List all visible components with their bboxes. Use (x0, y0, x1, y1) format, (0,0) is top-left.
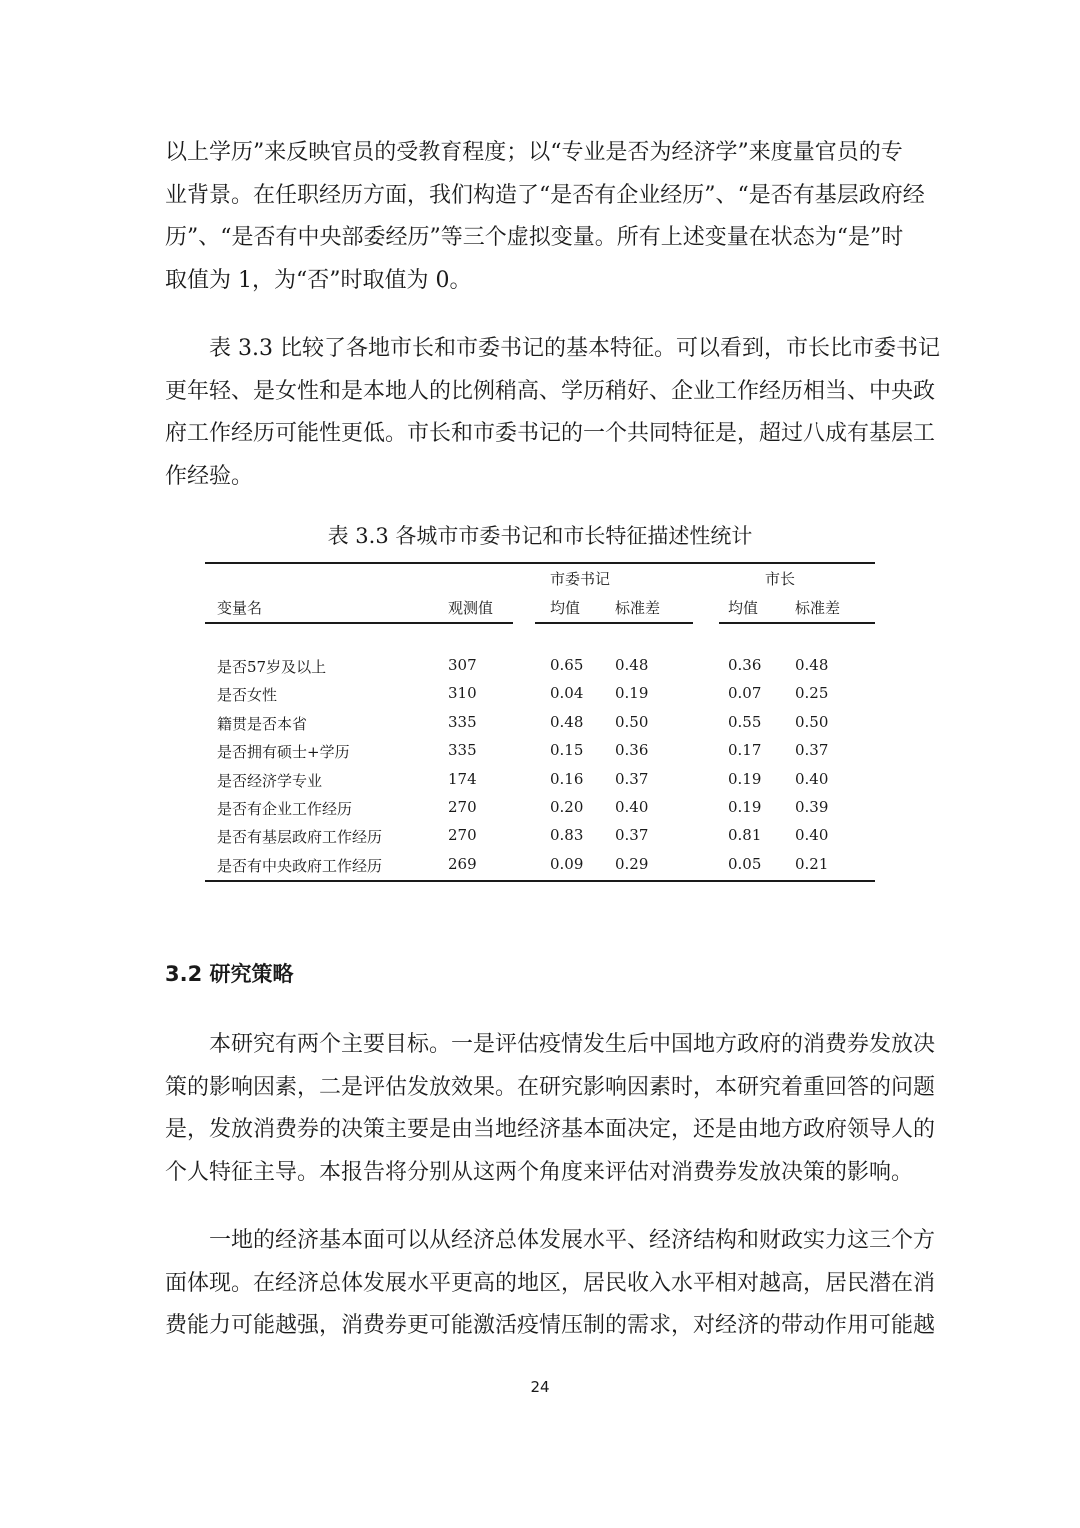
cell-mean-secretary: 0.83 (550, 826, 584, 845)
cell-mean-mayor: 0.81 (728, 826, 762, 845)
cell-mean-secretary: 0.48 (550, 712, 584, 731)
text-line: 作经验。 (165, 463, 254, 489)
paragraph-3 (165, 1024, 936, 1194)
text-line: 历”、“是否有中央部委经历”等三个虚拟变量。所有上述变量在状态为“是”时 (165, 225, 904, 250)
header-rule-left (205, 622, 513, 624)
header-rule-mayor (719, 622, 875, 624)
cell-obs: 307 (448, 656, 477, 674)
text-line: 费能力可能越强，消费券更可能激活疫情压制的需求，对经济的带动作用可能越 (165, 1313, 936, 1338)
cell-obs: 335 (448, 741, 477, 760)
header-obs: 观测值 (448, 599, 494, 617)
cell-sd-mayor: 0.25 (795, 684, 829, 703)
header-variable: 变量名 (217, 599, 263, 617)
table-bottom-rule (205, 880, 875, 882)
cell-variable: 是否女性 (217, 686, 278, 705)
text-line: 府工作经历可能性更低。市长和市委书记的一个共同特征是，超过八成有基层工 (165, 421, 936, 446)
cell-mean-secretary: 0.15 (550, 741, 584, 760)
cell-sd-secretary: 0.29 (615, 854, 649, 873)
text-line: 面体现。在经济总体发展水平更高的地区，居民收入水平相对越高，居民潜在消 (165, 1270, 936, 1296)
cell-mean-secretary: 0.65 (550, 656, 584, 674)
text-line: 本研究有两个主要目标。一是评估疫情发生后中国地方政府的消费券发放决 (209, 1032, 936, 1057)
cell-variable: 籍贯是否本省 (217, 714, 308, 733)
group-header-secretary: 市委书记 (550, 570, 611, 588)
cell-mean-mayor: 0.05 (728, 854, 762, 873)
cell-mean-secretary: 0.04 (550, 684, 584, 703)
cell-variable: 是否57岁及以上 (217, 658, 327, 676)
cell-sd-mayor: 0.40 (795, 769, 829, 788)
section-heading: 3.2 研究策略 (165, 962, 294, 986)
cell-variable: 是否有基层政府工作经历 (217, 828, 383, 847)
cell-mean-mayor: 0.17 (728, 741, 762, 760)
cell-mean-mayor: 0.19 (728, 769, 762, 788)
cell-sd-secretary: 0.19 (615, 684, 649, 703)
cell-sd-mayor: 0.50 (795, 712, 829, 731)
table-caption: 表 3.3 各城市市委书记和市长特征描述性统计 (327, 524, 753, 548)
text-line: 业背景。在任职经历方面，我们构造了“是否有企业经历”、“是否有基层政府经 (165, 182, 925, 208)
header-sd-mayor: 标准差 (795, 599, 841, 617)
paragraph-2 (165, 328, 940, 498)
cell-sd-mayor: 0.37 (795, 741, 829, 760)
cell-sd-mayor: 0.39 (795, 798, 829, 816)
text-line: 是，发放消费券的决策主要是由当地经济基本面决定，还是由地方政府领导人的 (165, 1117, 936, 1142)
paragraph-1 (165, 132, 925, 302)
cell-sd-mayor: 0.40 (795, 826, 829, 845)
cell-sd-secretary: 0.37 (615, 826, 649, 845)
header-mean-secretary: 均值 (550, 599, 581, 617)
text-line: 更年轻、是女性和是本地人的比例稍高、学历稍好、企业工作经历相当、中央政 (165, 378, 936, 404)
cell-obs: 310 (448, 684, 477, 703)
cell-sd-mayor: 0.48 (795, 656, 829, 674)
paragraph-4 (165, 1220, 936, 1348)
cell-sd-secretary: 0.36 (615, 741, 649, 760)
cell-variable: 是否有中央政府工作经历 (217, 856, 383, 875)
cell-sd-mayor: 0.21 (795, 854, 829, 873)
text-line: 表 3.3 比较了各地市长和市委书记的基本特征。可以看到，市长比市委书记 (209, 336, 940, 361)
cell-obs: 174 (448, 769, 477, 788)
group-header-mayor: 市长 (765, 570, 796, 588)
cell-obs: 270 (448, 798, 477, 816)
cell-sd-secretary: 0.50 (615, 712, 649, 731)
cell-sd-secretary: 0.48 (615, 656, 649, 674)
header-mean-mayor: 均值 (728, 599, 759, 617)
text-line: 取值为 1，为“否”时取值为 0。 (165, 267, 472, 293)
cell-obs: 335 (448, 712, 477, 731)
cell-sd-secretary: 0.37 (615, 769, 649, 788)
text-line: 策的影响因素，二是评估发放效果。在研究影响因素时，本研究着重回答的问题 (165, 1074, 936, 1100)
cell-mean-mayor: 0.36 (728, 656, 762, 674)
cell-mean-secretary: 0.09 (550, 854, 584, 873)
cell-sd-secretary: 0.40 (615, 798, 649, 816)
text-line: 以上学历”来反映官员的受教育程度；以“专业是否为经济学”来度量官员的专 (165, 140, 903, 165)
header-sd-secretary: 标准差 (615, 599, 661, 617)
cell-mean-secretary: 0.20 (550, 798, 584, 816)
cell-mean-mayor: 0.19 (728, 798, 762, 816)
cell-mean-mayor: 0.07 (728, 684, 762, 703)
cell-variable: 是否有企业工作经历 (217, 800, 353, 818)
cell-obs: 269 (448, 854, 477, 873)
text-line: 个人特征主导。本报告将分别从这两个角度来评估对消费券发放决策的影响。 (165, 1159, 914, 1185)
cell-mean-mayor: 0.55 (728, 712, 762, 731)
table-top-rule (205, 562, 875, 564)
header-rule-secretary (535, 622, 693, 624)
cell-obs: 270 (448, 826, 477, 845)
cell-mean-secretary: 0.16 (550, 769, 584, 788)
cell-variable: 是否拥有硕士+学历 (217, 743, 350, 762)
cell-variable: 是否经济学专业 (217, 771, 323, 790)
text-line: 一地的经济基本面可以从经济总体发展水平、经济结构和财政实力这三个方 (209, 1228, 936, 1253)
page-number: 24 (530, 1378, 550, 1396)
